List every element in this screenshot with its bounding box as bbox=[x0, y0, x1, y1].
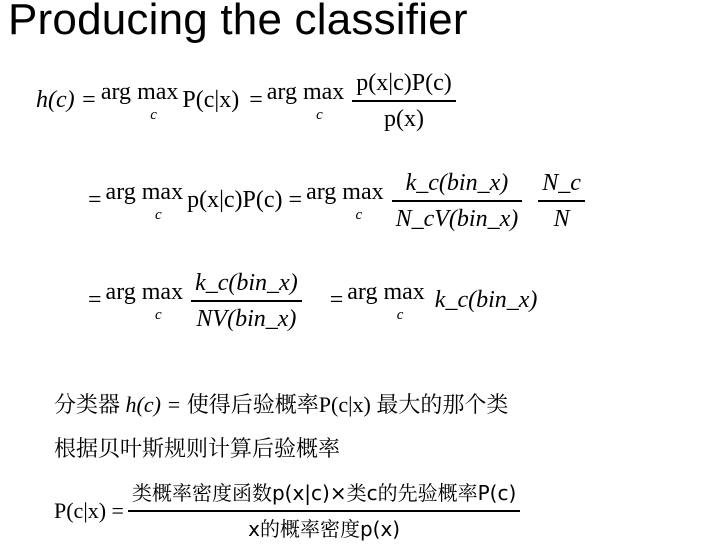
eq4-denominator: x的概率密度p(x) bbox=[248, 516, 401, 541]
eq2-numerator-2: N_c bbox=[542, 170, 581, 196]
eq2-denominator-2: N bbox=[553, 205, 570, 232]
eq2-fraction-1 bbox=[392, 166, 523, 236]
eq4-fraction bbox=[128, 476, 520, 546]
note1-text-b: 使得后验概率 bbox=[186, 393, 319, 418]
eq1-fraction bbox=[352, 66, 455, 136]
slide-title: Producing the classifier bbox=[8, 0, 468, 44]
eq2-fraction-2 bbox=[538, 166, 585, 236]
note2-text: 根据贝叶斯规则计算后验概率 bbox=[54, 437, 341, 462]
eq1-numerator: p(x|c)P(c) bbox=[356, 70, 452, 96]
eq2-argmax-1: arg max c bbox=[105, 178, 184, 223]
eq2-denominator: N_cV(bin_x) bbox=[395, 205, 519, 232]
eq3-equals-2: = bbox=[329, 287, 344, 314]
eq2-argmax-2: arg max c bbox=[306, 178, 384, 223]
equation-4 bbox=[54, 476, 524, 546]
note1-text-c: 最大的那个类 bbox=[376, 393, 509, 418]
eq2-numerator: k_c(bin_x) bbox=[405, 170, 509, 196]
eq1-equals: = bbox=[249, 87, 263, 114]
equation-1 bbox=[36, 66, 460, 136]
eq3-numerator: k_c(bin_x) bbox=[195, 270, 298, 296]
note1-math2: P(c|x) bbox=[318, 392, 371, 417]
note-line-1 bbox=[54, 388, 508, 419]
eq4-numerator: 类概率密度函数p(x|c)×类c的先验概率P(c) bbox=[131, 481, 517, 505]
eq1-argmax-2: arg max c bbox=[266, 78, 345, 123]
note1-math: h(c) = bbox=[125, 392, 182, 417]
eq1-term-posterior: P(c|x) bbox=[182, 87, 240, 114]
eq1-argmax-1: arg max c bbox=[100, 78, 179, 123]
eq3-denominator: NV(bin_x) bbox=[196, 305, 297, 332]
note1-text-a: 分类器 bbox=[54, 393, 121, 418]
eq3-argmax-2: arg max c bbox=[347, 278, 425, 323]
eq3-argmax-1: arg max c bbox=[105, 278, 184, 323]
equation-2 bbox=[88, 166, 589, 236]
eq3-equals: = bbox=[88, 287, 102, 314]
eq3-fraction bbox=[191, 266, 302, 336]
eq1-denominator: p(x) bbox=[384, 105, 424, 132]
note-line-2 bbox=[54, 432, 340, 463]
eq4-lhs: P(c|x) = bbox=[54, 497, 124, 523]
eq2-equals: = bbox=[88, 187, 102, 214]
eq3-term: k_c(bin_x) bbox=[434, 287, 538, 314]
eq1-lhs: h(c) = bbox=[36, 87, 97, 114]
eq2-term: p(x|c)P(c) = bbox=[187, 187, 303, 214]
equation-3 bbox=[88, 266, 537, 336]
